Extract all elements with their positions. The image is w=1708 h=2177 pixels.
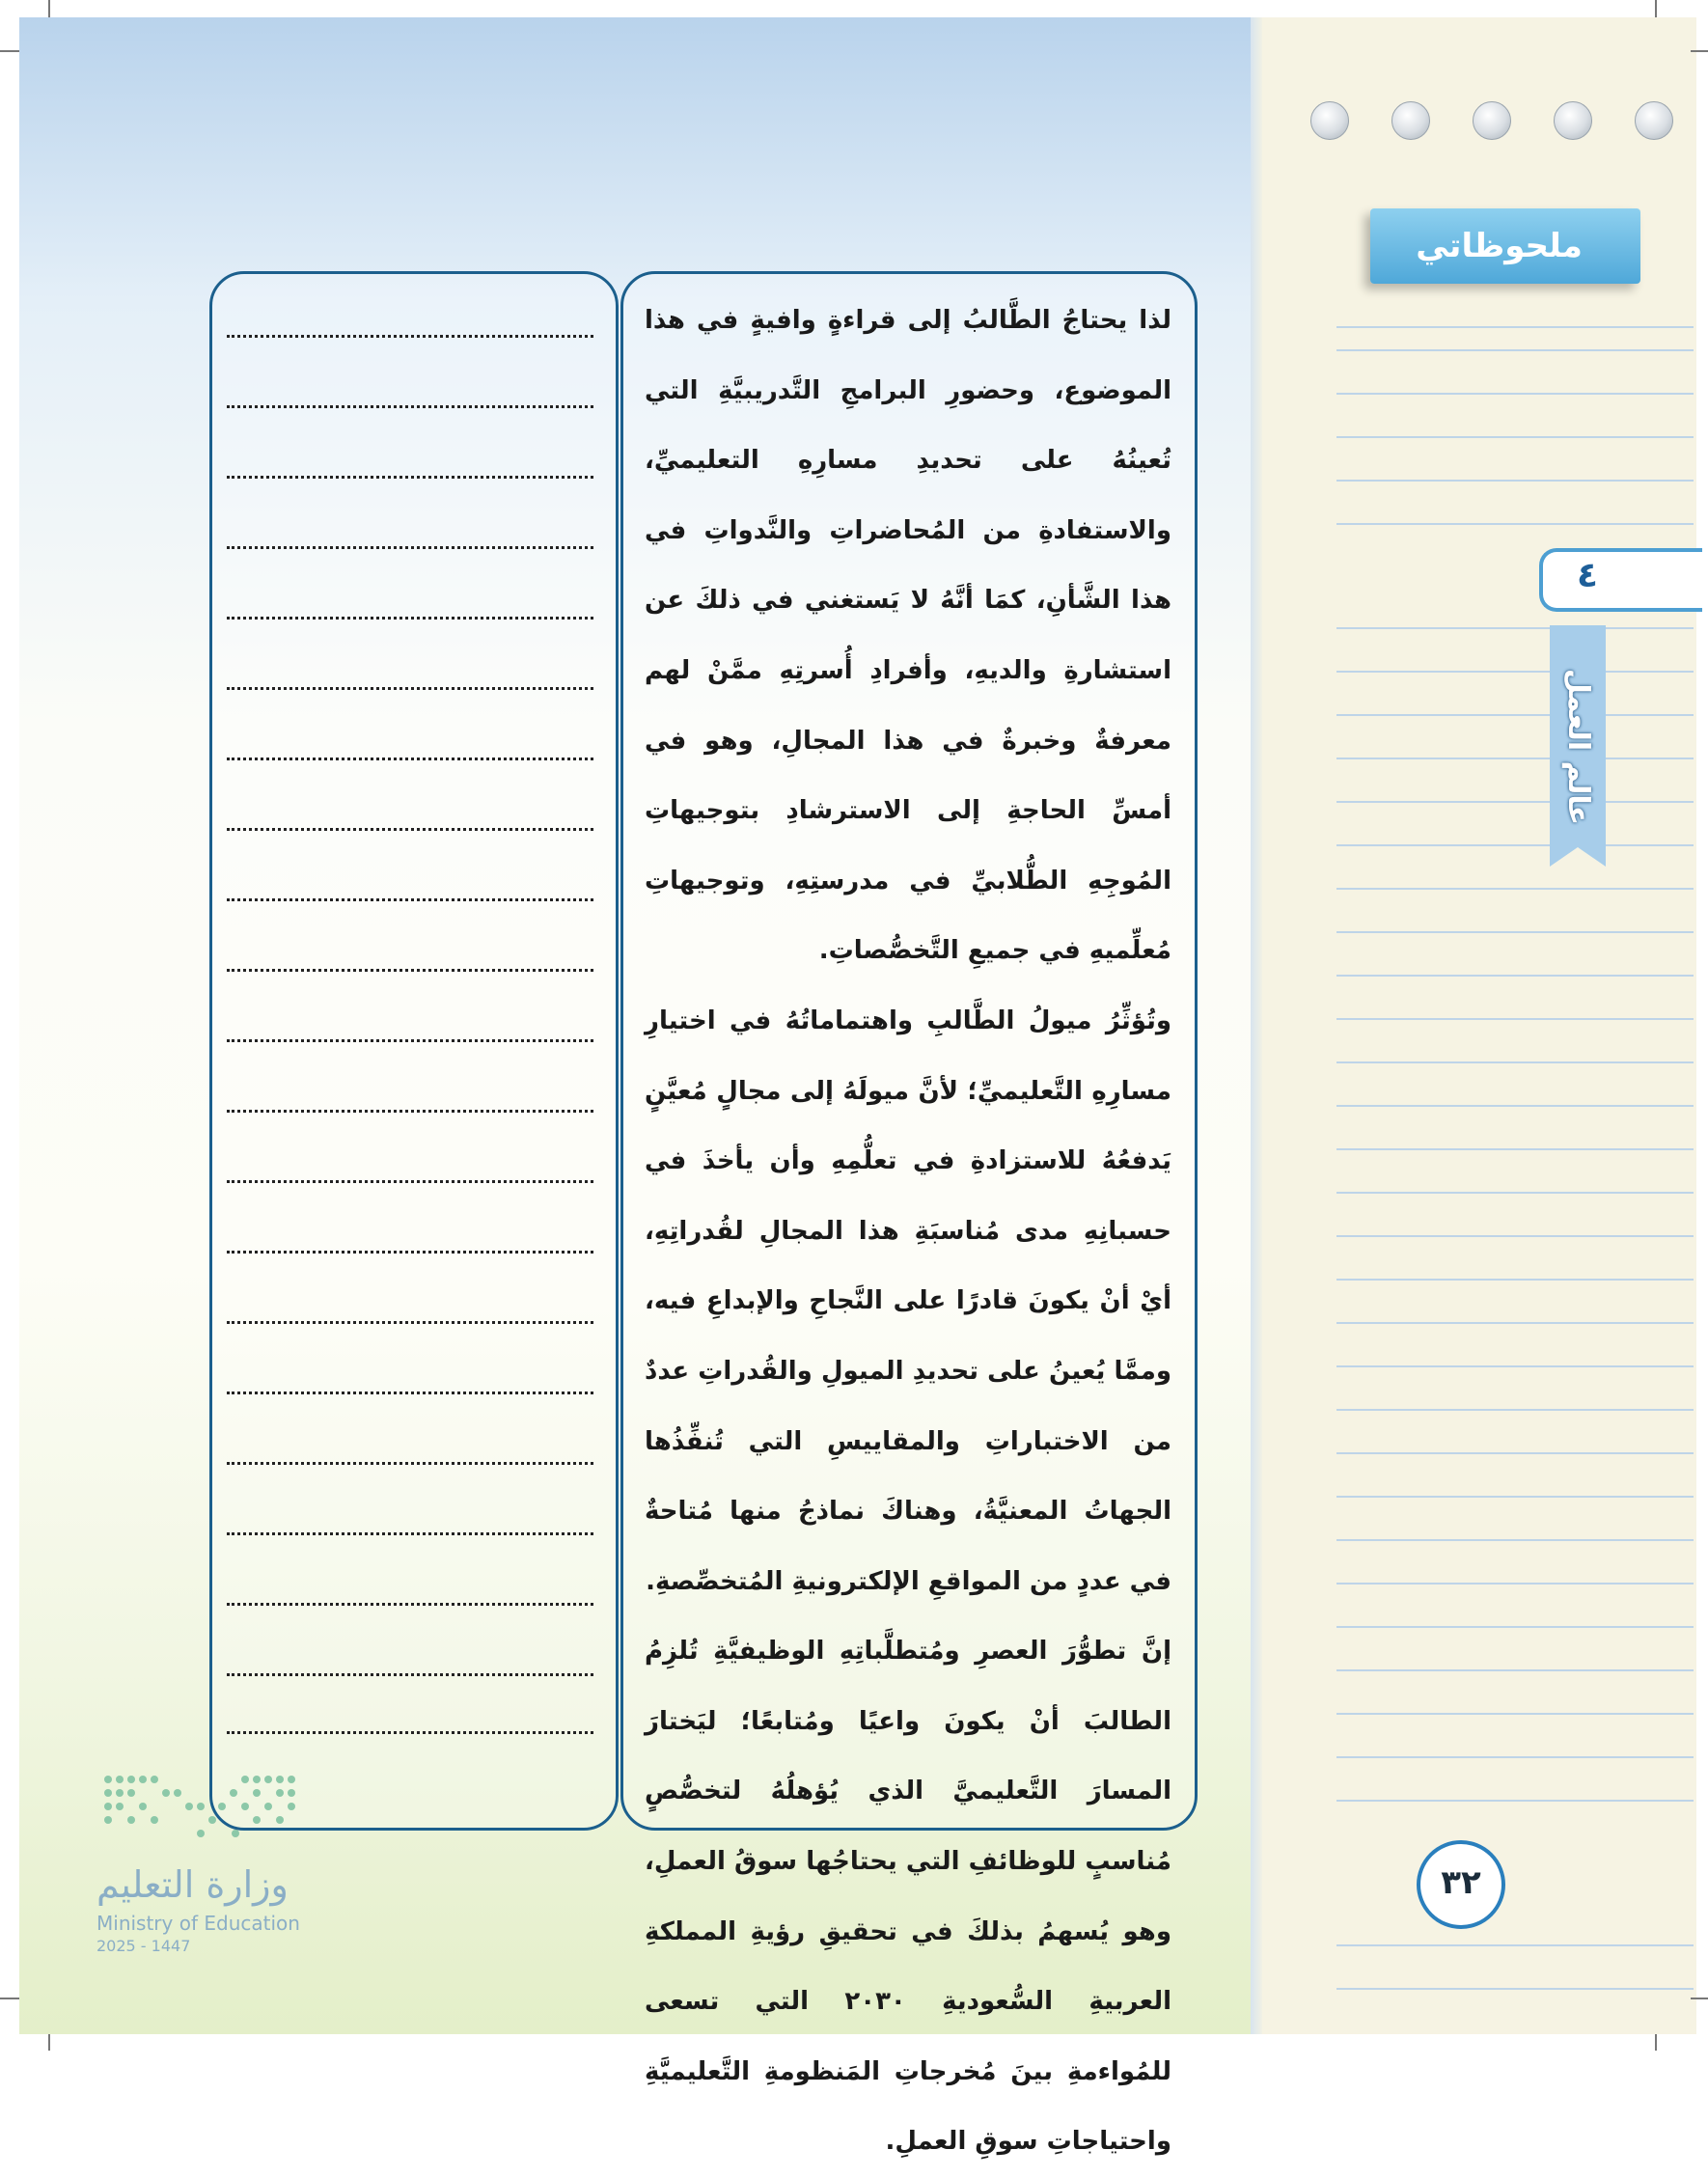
crop-mark bbox=[48, 0, 50, 17]
ministry-name-english: Ministry of Education bbox=[96, 1912, 300, 1935]
binder-hole-icon bbox=[1635, 101, 1673, 140]
crop-mark bbox=[1655, 0, 1657, 17]
crop-mark bbox=[1691, 1998, 1708, 1999]
paragraph-2: وتُؤثِّرُ ميولُ الطَّالبِ واهتماماتُهُ في اختيارِ مسارِهِ التَّعليميِّ؛ لأنَّ ميولَهُ إلى مجالٍ مُعيَّنٍ يَدفعُهُ للاستزادةِ في تعلُّمِهِ وأن يأخذَ في حسبانِهِ مدى مُناسبَةِ هذا المجالِ لقُدراتِهِ، أيْ أنْ يكونَ قادرًا على النَّجاحِ والإبداعِ فيه، وممَّا يُعينُ على تحديدِ الميولِ والقُدراتِ عددٌ من الاختباراتِ والمقاييسِ التي تُنفِّذُها الجهاتُ المعنيَّةُ، وهناكَ نماذجُ منها مُتاحةٌ في عددٍ من المواقعِ الإلكترونيةِ المُتخصِّصةِ. bbox=[645, 1006, 1171, 1596]
binder-hole-icon bbox=[1554, 101, 1592, 140]
ministry-year: 2025 - 1447 bbox=[96, 1937, 191, 1955]
unit-title: عالم العمل bbox=[1561, 668, 1595, 826]
binder-hole-icon bbox=[1310, 101, 1349, 140]
crop-mark bbox=[48, 2034, 50, 2051]
crop-mark bbox=[1655, 2034, 1657, 2051]
notes-title: ملحوظاتي bbox=[1416, 227, 1583, 265]
unit-number: ٤ bbox=[1577, 556, 1598, 595]
ministry-name-arabic: وزارة التعليم bbox=[96, 1863, 289, 1906]
binder-hole-icon bbox=[1473, 101, 1511, 140]
paragraph-1: لذا يحتاجُ الطَّالبُ إلى قراءةٍ وافيةٍ في هذا الموضوع، وحضورِ البرامجِ التَّدريبيَّةِ التي تُعينُهُ على تحديدِ مسارِهِ التعليميِّ، والاستفادةِ من المُحاضراتِ والنَّدواتِ في هذا الشَّأنِ، كمَا أنَّهُ لا يَستغني في ذلكَ عن استشارةِ والديهِ، وأفرادِ أُسرتِهِ ممَّنْ لهم معرفةٌ وخبرةٌ في هذا المجالِ، وهو في أمسِّ الحاجةِ إلى الاسترشادِ بتوجيهاتِ المُوجِهِ الطُّلابيِّ في مدرستِهِ، وتوجيهاتِ مُعلِّميهِ في جميعِ التَّخصُّصاتِ. bbox=[645, 306, 1171, 966]
crop-mark bbox=[1691, 50, 1708, 52]
crop-mark bbox=[0, 50, 19, 52]
notes-writing-panel bbox=[209, 271, 619, 1831]
crop-mark bbox=[0, 1998, 19, 1999]
ministry-logo-dots bbox=[100, 1774, 303, 1851]
binder-hole-icon bbox=[1391, 101, 1430, 140]
paragraph-3: إنَّ تطوُّرَ العصرِ ومُتطلَّباتِهِ الوظيفيَّةِ تُلزِمُ الطالبَ أنْ يكونَ واعيًا ومُتابعًا؛ ليَختارَ المسارَ التَّعليميَّ الذي يُؤهلُهُ لتخصُّصٍ مُناسبٍ للوظائفِ التي يحتاجُها سوقُ العملِ، وهو يُسهمُ بذلكَ في تحقيقِ رؤيةِ المملكةِ العربيةِ السُّعوديةِ ٢٠٣٠ التي تسعى للمُواءمةِ بينَ مُخرجاتِ المَنظومةِ التَّعليميَّةِ واحتياجاتِ سوقِ العملِ. bbox=[645, 1637, 1171, 2157]
page-number: ٣٢ bbox=[1441, 1863, 1481, 1902]
body-text bbox=[645, 286, 1171, 2157]
notes-sidebar bbox=[1262, 17, 1696, 2034]
